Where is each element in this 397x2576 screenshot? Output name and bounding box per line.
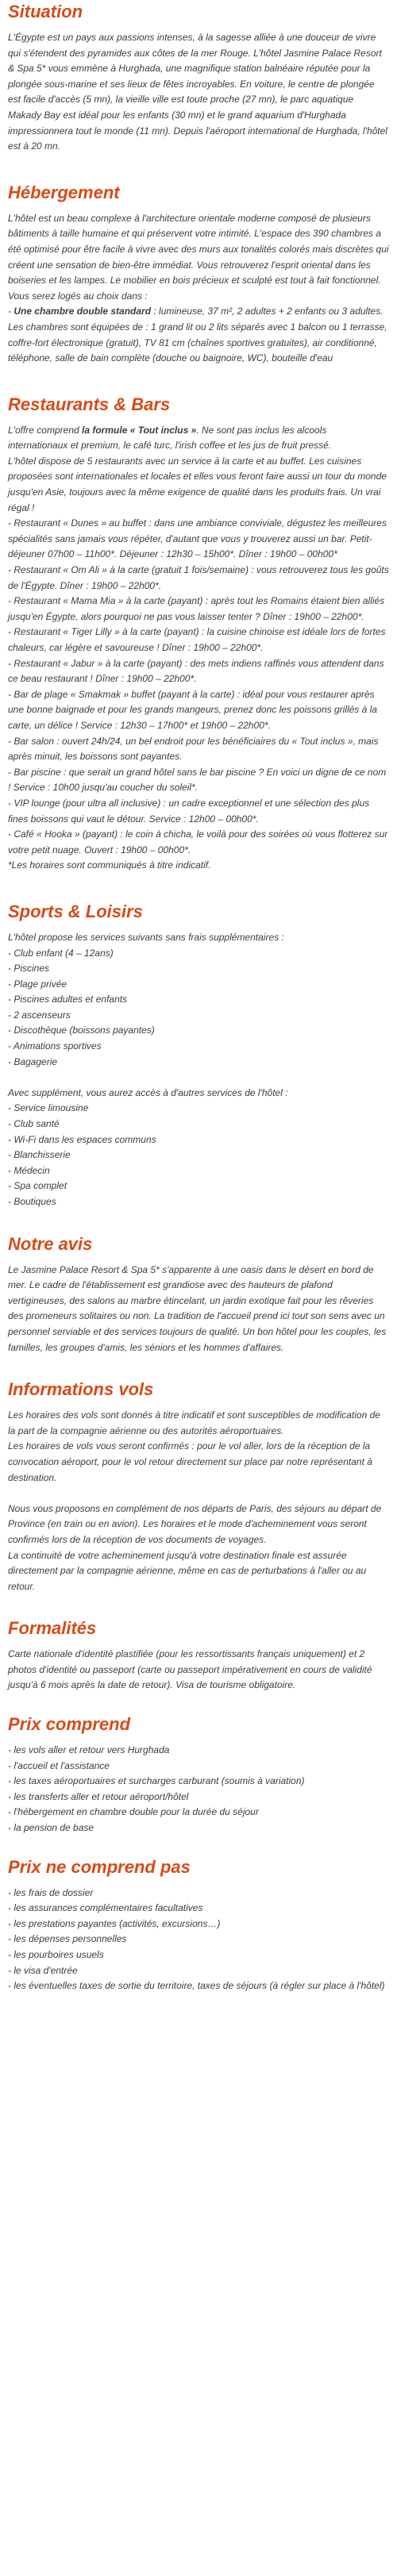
paragraph: - l'accueil et l'assistance — [8, 1759, 110, 1771]
section-title: Situation — [8, 2, 83, 21]
paragraph: *Les horaires sont communiqués à titre indicatif. — [8, 859, 211, 871]
paragraph: L'hôtel dispose de 5 restaurants avec un service à la carte et au buffet. Les cuisines proposées sont internationales et locales et elles vous feront faire aussi un tour du monde jusqu'en Asie, toujours avec la même exigence de qualité dans les produits frais. Un vrai régal ! — [8, 455, 387, 513]
section-title: Formalités — [8, 1618, 97, 1639]
section-title: Sports & Loisirs — [8, 901, 143, 921]
section-body — [8, 211, 389, 367]
paragraph: - Discothèque (boissons payantes) — [8, 1025, 155, 1036]
paragraph: - les frais de dossier — [8, 1886, 94, 1898]
section-prix-ne-comprend-pas — [8, 1855, 389, 1994]
section-hebergement — [8, 181, 389, 367]
paragraph: Avec supplément, vous aurez accès à d'autres services de l'hôtel : — [8, 1086, 288, 1098]
section-body — [8, 423, 389, 874]
paragraph: - Blanchisserie — [8, 1149, 71, 1161]
section-body — [8, 1408, 389, 1594]
bold-text: Une chambre double standard — [13, 306, 152, 317]
paragraph: L'hôtel est un beau complexe à l'architecture orientale moderne composé de plusieurs bâtiments à taille humaine et qui préservent votre intimité. L'espace des 390 chambres a été optimisé pour être facile à vivre avec des murs aux tonalités colorés mais discrètes qui créent une sensation de bien-être immédiat. Vous retrouverez l'esprit oriental dans les boiseries et les lampes. Le mobilier en bois précieux et sculpté est tout à fait fonctionnel. Vous serez logés au choix dans : — [8, 212, 389, 302]
section-notre-avis — [8, 1232, 389, 1356]
paragraph: - Bar de plage « Smakmak » buffet (payant à la carte) : idéal pour vous restaurer après une bonne baignade et pour les grands mangeurs, prenez donc les poissons grillés à la carte, un délice ! Service : 12h30 – 17h00* et 19h00 – 22h00*. — [8, 688, 377, 731]
paragraph: - Bar salon : ouvert 24h/24, un bel endroit pour les bénéficiaires du « Tout inclus », mais après minuit, les boissons sont payantes. — [8, 735, 379, 763]
paragraph: - Service limousine — [8, 1102, 89, 1114]
section-restaurants-bars — [8, 393, 389, 874]
paragraph: L'offre comprend la formule « Tout inclus ». Ne sont pas inclus les alcools internationaux et premium, le café turc, l'irish coffee et les jus de fruit pressé. — [8, 424, 332, 452]
paragraph: - les prestations payantes (activités, excursions…) — [8, 1917, 221, 1929]
paragraph: - Animations sportives — [8, 1040, 102, 1052]
section-sports-loisirs — [8, 900, 389, 1210]
section-body — [8, 1743, 389, 1836]
paragraph: - 2 ascenseurs — [8, 1009, 71, 1021]
paragraph: - les pourboires usuels — [8, 1949, 104, 1960]
paragraph: - les éventuelles taxes de sortie du territoire, taxes de séjours (à régler sur place à l'hôtel) — [8, 1980, 385, 1992]
blank-line — [8, 1486, 389, 1501]
paragraph: L'hôtel propose les services suivants sans frais supplémentaires : — [8, 931, 284, 943]
paragraph: Les horaires des vols sont donnés à titre indicatif et sont susceptibles de modification de la part de la compagnie aérienne ou des autorités aéroportuaires. — [8, 1409, 380, 1436]
paragraph: - Bar piscine : que serait un grand hôtel sans le bar piscine ? En voici un digne de ce nom ! Service : 10h00 jusqu'au coucher du soleil*. — [8, 766, 387, 794]
paragraph: - Restaurant « Mama Mia » à la carte (payant) : après tout les Romains étaient bien alliés jusqu'en Égypte, alors pourquoi ne pas vous laisser tenter ? Dîner : 19h00 – 22h00*. — [8, 595, 385, 622]
section-title: Informations vols — [8, 1379, 154, 1400]
paragraph: - Club santé — [8, 1118, 60, 1130]
paragraph: Carte nationale d'identité plastifiée (pour les ressortissants français uniquement) et 2 photos d'identité ou passeport (carte ou passeport impérativement en cours de validité jusqu'à 6 mois après la date de retour). Visa de tourisme obligatoire. — [8, 1648, 372, 1691]
section-body — [8, 1886, 389, 1994]
blank-line — [8, 1070, 389, 1086]
paragraph: Les chambres sont équipées de : 1 grand lit ou 2 lits séparés avec 1 balcon ou 1 terrasse, coffre-fort électronique (gratuit), TV 81 cm (chaînes sportives gratuites), air conditionné, téléphone, salle de bain complète (douche ou baignoire, WC), bouteille d'eau — [8, 321, 387, 364]
paragraph: - Club enfant (4 – 12ans) — [8, 947, 114, 959]
section-body — [8, 930, 389, 1210]
paragraph: - Plage privée — [8, 978, 67, 990]
paragraph: L'Égypte est un pays aux passions intenses, à la sagesse alliée à une douceur de vivre qui s'étendent des pyramides aux côtes de la mer Rouge. L'hôtel Jasmine Palace Resort & Spa 5* vous emmène à Hurghada, une magnifique station balnéaire réputée pour la plongée sous-marine et ses lieux de fêtes incroyables. En voiture, le centre de plongée est facile d'accès (5 mn), la vieille ville est toute proche (27 mn), le parc aquatique Makady Bay est idéal pour les enfants (30 mn) et le grand aquarium d'Hurghada impressionnera tout le monde (11 mn). Depuis l'aéroport international de Hurghada, l'hôtel est à 20 mn. — [8, 32, 387, 152]
section-title: Hébergement — [8, 182, 120, 202]
paragraph: - les dépenses personnelles — [8, 1933, 127, 1945]
section-formalites — [8, 1617, 389, 1694]
paragraph: - les taxes aéroportuaires et surcharges carburant (soumis à variation) — [8, 1775, 305, 1787]
paragraph: - Piscines — [8, 963, 50, 975]
paragraph: - Boutiques — [8, 1196, 56, 1207]
paragraph: - Restaurant « Jabur » à la carte (payant) : des mets indiens raffinés vous attendent dans ce beau restaurant ! Dîner : 19h00 – 22h00*. — [8, 657, 384, 685]
paragraph: Le Jasmine Palace Resort & Spa 5* s'apparente à une oasis dans le désert en bord de mer. Le cadre de l'établissement est grandiose avec des hauteurs de plafond vertigineuses, des salons au marbre étincelant, un jardin exotique fait pour les rêveries des promeneurs solitaires ou non. La tradition de l'accueil prend ici tout son sens avec un personnel serviable et des services toujours de qualité. Un bon hôtel pour les couples, les familles, les groupes d'amis, les séniors et les hommes d'affaires. — [8, 1263, 387, 1353]
paragraph: - l'hébergement en chambre double pour la durée du séjour — [8, 1806, 259, 1818]
bold-text: la formule « Tout inclus » — [82, 424, 197, 436]
paragraph: - Wi-Fi dans les espaces communs — [8, 1133, 156, 1145]
paragraph: - Une chambre double standard : lumineuse, 37 m², 2 adultes + 2 enfants ou 3 adultes. — [8, 306, 384, 317]
paragraph: - les transferts aller et retour aéroport/hôtel — [8, 1790, 189, 1802]
paragraph: - le visa d'entrée — [8, 1964, 78, 1976]
section-body — [8, 1647, 389, 1694]
paragraph: - Médecin — [8, 1164, 50, 1176]
paragraph: - Piscines adultes et enfants — [8, 994, 128, 1005]
paragraph: - Restaurant « Om Ali » à la carte (gratuit 1 fois/semaine) : vous retrouverez tous les goûts de l'Égypte. Dîner : 19h00 – 22h00*. — [8, 564, 389, 591]
section-body — [8, 1263, 389, 1356]
paragraph: Les horaires de vols vous seront confirmés : pour le vol aller, lors de la réception de la convocation aéroport, pour le vol retour directement sur place par notre représentant à destination. — [8, 1440, 372, 1483]
paragraph: - Bagagerie — [8, 1055, 58, 1067]
section-body — [8, 30, 389, 155]
paragraph: - la pension de base — [8, 1822, 94, 1834]
section-situation — [8, 0, 389, 155]
paragraph: La continuité de votre acheminement jusqu'à votre destination finale est assurée directement par la compagnie aérienne, même en cas de perturbations à l'aller ou au retour. — [8, 1549, 367, 1592]
paragraph: - Restaurant « Tiger Lilly » à la carte (payant) : la cuisine chinoise est idéale lors de fortes chaleurs, car légère et savoureuse ! Dîner : 19h00 – 22h00*. — [8, 626, 386, 653]
section-title: Notre avis — [8, 1233, 93, 1254]
section-informations-vols — [8, 1378, 389, 1594]
paragraph: - VIP lounge (pour ultra all inclusive) : un cadre exceptionnel et une sélection des plus fines boissons qui vaut le détour. Service : 12h00 – 00h00*. — [8, 797, 370, 825]
paragraph: - Café « Hooka » (payant) : le coin à chicha, le voilà pour des soirées où vous flotterez sur votre petit nuage. Ouvert : 19h00 – 00h00*. — [8, 829, 388, 855]
paragraph: - Spa complet — [8, 1180, 67, 1192]
section-prix-comprend — [8, 1713, 389, 1836]
paragraph: - Restaurant « Dunes » au buffet : dans une ambiance conviviale, dégustez les meilleures spécialités sans jamais vous répéter, d'autant que vous y trouverez aussi un bar. Petit-déjeuner 07h00 – 11h00*. Déjeuner : 12h30 – 15h00*. Dîner : 19h00 – 00h00* — [8, 517, 387, 560]
section-title: Prix ne comprend pas — [8, 1856, 191, 1877]
paragraph: Nous vous proposons en complément de nos départs de Paris, des séjours au départ de Province (en train ou en avion). Les horaires et le mode d'acheminement vous seront confirmés lors de la réception de vos documents de voyages. — [8, 1502, 382, 1545]
paragraph: - les vols aller et retour vers Hurghada — [8, 1744, 170, 1756]
paragraph: - les assurances complémentaires facultatives — [8, 1902, 203, 1914]
section-title: Restaurants & Bars — [8, 394, 171, 414]
section-title: Prix comprend — [8, 1714, 131, 1735]
